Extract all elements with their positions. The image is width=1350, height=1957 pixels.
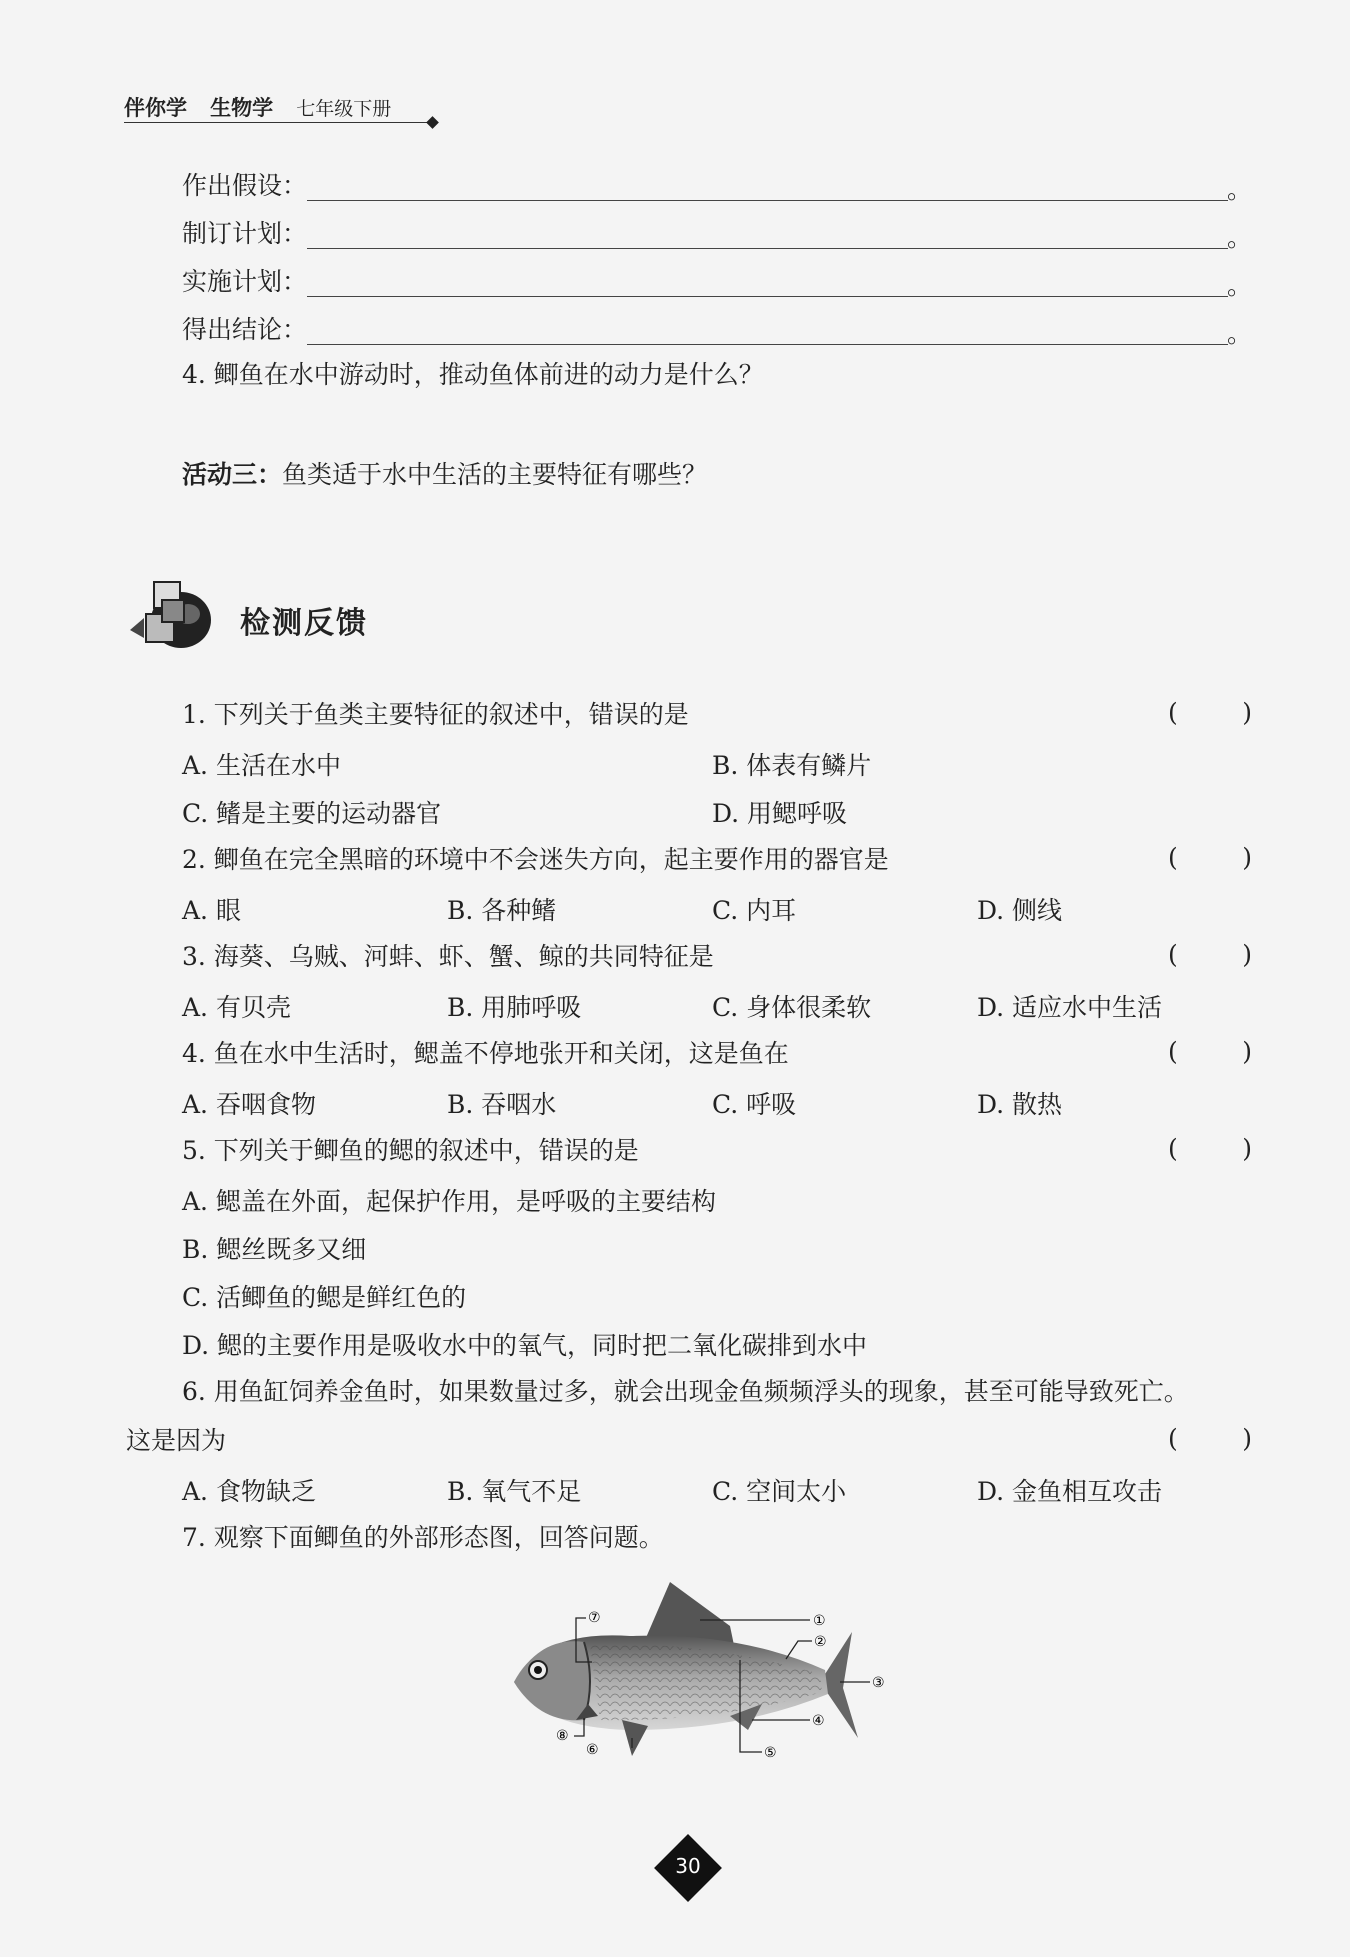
- q4-option-d[interactable]: D. 散热: [977, 1090, 1063, 1119]
- fish-label-4: ④: [812, 1713, 825, 1729]
- q5-option-c[interactable]: C. 活鲫鱼的鳃是鲜红色的: [182, 1283, 467, 1312]
- q3-stem: 3. 海葵、乌贼、河蚌、虾、蟹、鲸的共同特征是: [182, 942, 714, 971]
- fill-row-implement[interactable]: 实施计划： 。: [182, 262, 1252, 302]
- q2-option-d[interactable]: D. 侧线: [977, 896, 1063, 925]
- fill-row-conclusion[interactable]: 得出结论： 。: [182, 310, 1252, 350]
- q6-option-c[interactable]: C. 空间太小: [712, 1477, 847, 1506]
- q6-answer-bracket[interactable]: ( ): [1168, 1424, 1252, 1453]
- section-title: 检测反馈: [240, 606, 368, 641]
- q4-stem: 4. 鱼在水中生活时，鳃盖不停地张开和关闭，这是鱼在: [182, 1039, 789, 1068]
- q1-option-d[interactable]: D. 用鳃呼吸: [712, 799, 848, 828]
- q3-option-d[interactable]: D. 适应水中生活: [977, 993, 1163, 1022]
- fish-label-5: ⑤: [764, 1745, 777, 1761]
- q4-option-c[interactable]: C. 呼吸: [712, 1090, 797, 1119]
- header-grade: 七年级下册: [296, 98, 392, 120]
- header-subject: 生物学: [210, 96, 274, 120]
- fish-diagram: [500, 1570, 900, 1810]
- q3-answer-bracket[interactable]: ( ): [1168, 940, 1252, 969]
- fish-label-1: ①: [813, 1613, 826, 1629]
- fill-row-hypothesis[interactable]: 作出假设： 。: [182, 166, 1252, 206]
- answer-line[interactable]: [307, 344, 1228, 345]
- q1-option-c[interactable]: C. 鳍是主要的运动器官: [182, 799, 442, 828]
- q5-stem: 5. 下列关于鲫鱼的鳃的叙述中，错误的是: [182, 1136, 639, 1165]
- answer-line[interactable]: [307, 248, 1228, 249]
- header-diamond-icon: [426, 116, 439, 129]
- q3-option-b[interactable]: B. 用肺呼吸: [447, 993, 582, 1022]
- q2-answer-bracket[interactable]: ( ): [1168, 843, 1252, 872]
- q1-stem: 1. 下列关于鱼类主要特征的叙述中，错误的是: [182, 700, 689, 729]
- q5-option-a[interactable]: A. 鳃盖在外面，起保护作用，是呼吸的主要结构: [182, 1187, 716, 1216]
- q1-answer-bracket[interactable]: ( ): [1168, 698, 1252, 727]
- q5-option-b[interactable]: B. 鳃丝既多又细: [182, 1235, 367, 1264]
- q6-option-a[interactable]: A. 食物缺乏: [182, 1477, 316, 1506]
- fish-label-2: ②: [814, 1634, 827, 1650]
- fish-label-7: ⑦: [588, 1610, 601, 1626]
- q6-stem: 6. 用鱼缸饲养金鱼时，如果数量过多，就会出现金鱼频频浮头的现象，甚至可能导致死亡。: [182, 1377, 1189, 1406]
- conclusion-label: 得出结论：: [182, 315, 308, 344]
- header-rule: [124, 122, 429, 123]
- q6-option-d[interactable]: D. 金鱼相互攻击: [977, 1477, 1163, 1506]
- q3-option-a[interactable]: A. 有贝壳: [182, 993, 291, 1022]
- activity-3-text: 鱼类适于水中生活的主要特征有哪些？: [282, 460, 708, 489]
- q7-stem: 7. 观察下面鲫鱼的外部形态图，回答问题。: [182, 1523, 664, 1552]
- q6-stem-continued: 这是因为: [126, 1426, 227, 1455]
- q4-option-b[interactable]: B. 吞咽水: [447, 1090, 557, 1119]
- hypothesis-label: 作出假设：: [182, 171, 308, 200]
- fish-label-8: ⑧: [556, 1728, 569, 1744]
- fish-label-3: ③: [872, 1675, 885, 1691]
- q1-option-a[interactable]: A. 生活在水中: [182, 751, 341, 780]
- q2-option-a[interactable]: A. 眼: [182, 896, 241, 925]
- inquiry-question-4: 4. 鲫鱼在水中游动时，推动鱼体前进的动力是什么？: [182, 360, 764, 389]
- q1-option-b[interactable]: B. 体表有鳞片: [712, 751, 872, 780]
- implement-label: 实施计划：: [182, 267, 308, 296]
- answer-line[interactable]: [307, 200, 1228, 201]
- q6-option-b[interactable]: B. 氧气不足: [447, 1477, 582, 1506]
- plan-label: 制订计划：: [182, 219, 308, 248]
- fill-row-plan[interactable]: 制订计划： 。: [182, 214, 1252, 254]
- q3-option-c[interactable]: C. 身体很柔软: [712, 993, 872, 1022]
- section-cube-icon: [126, 578, 222, 658]
- q5-answer-bracket[interactable]: ( ): [1168, 1134, 1252, 1163]
- activity-3-label: 活动三：: [182, 460, 283, 489]
- q4-option-a[interactable]: A. 吞咽食物: [182, 1090, 316, 1119]
- page-number: 30: [675, 1854, 701, 1878]
- activity-3: [182, 458, 707, 492]
- answer-line[interactable]: [307, 296, 1228, 297]
- q5-option-d[interactable]: D. 鳃的主要作用是吸收水中的氧气，同时把二氧化碳排到水中: [182, 1331, 868, 1360]
- q2-option-c[interactable]: C. 内耳: [712, 896, 797, 925]
- q4-answer-bracket[interactable]: ( ): [1168, 1037, 1252, 1066]
- q2-stem: 2. 鲫鱼在完全黑暗的环境中不会迷失方向，起主要作用的器官是: [182, 845, 889, 874]
- fish-label-6: ⑥: [586, 1742, 599, 1758]
- header-series: 伴你学: [124, 96, 187, 120]
- q2-option-b[interactable]: B. 各种鳍: [447, 896, 557, 925]
